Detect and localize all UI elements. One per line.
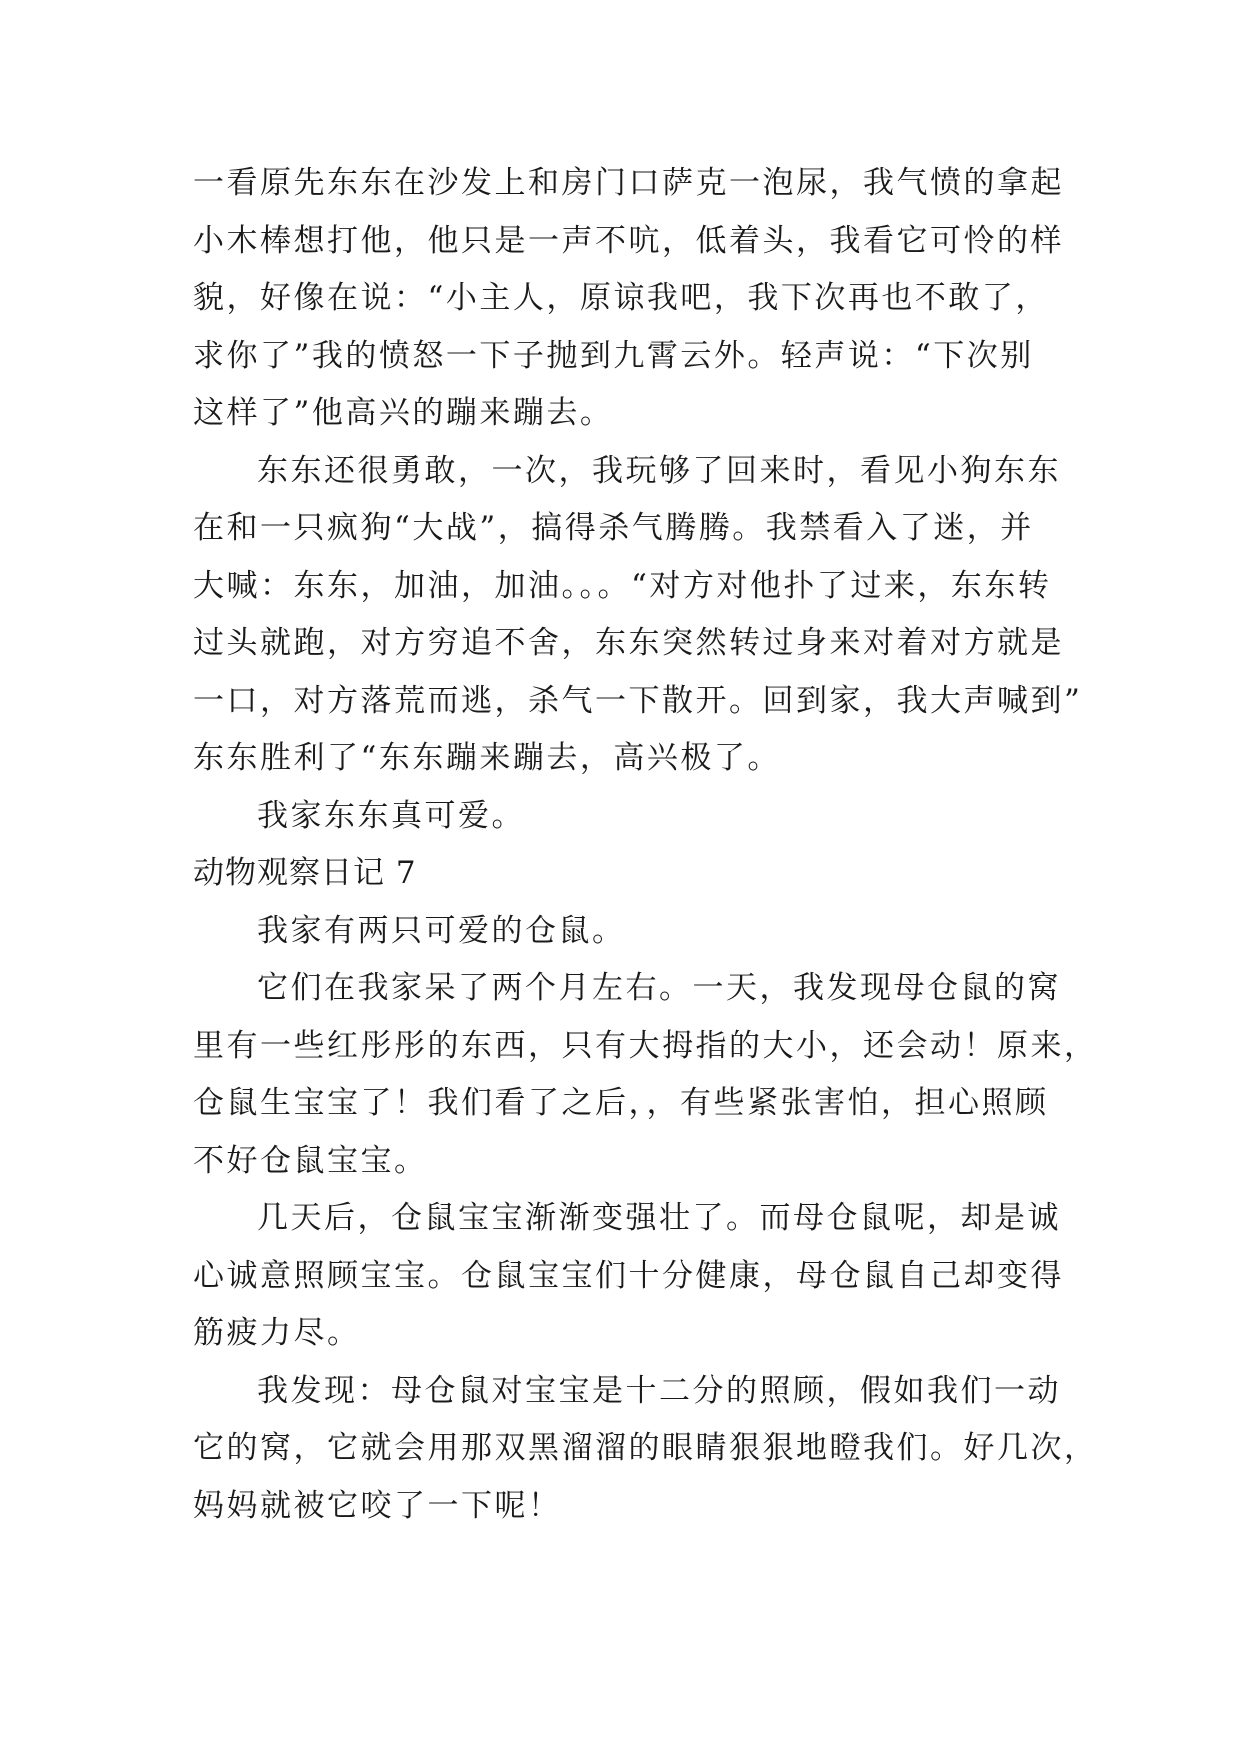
text-line: 里有一些红彤彤的东西，只有大拇指的大小，还会动！原来， <box>193 1027 1098 1064</box>
text-line: 筋疲力尽。 <box>193 1315 361 1351</box>
text-line: 一看原先东东在沙发上和房门口萨克一泡尿，我气愤的拿起 <box>193 165 1064 201</box>
text-line: 心诚意照顾宝宝。仓鼠宝宝们十分健康，母仓鼠自己却变得 <box>193 1257 1064 1294</box>
text-line: 它的窝，它就会用那双黑溜溜的眼睛狠狠地瞪我们。好几次， <box>193 1430 1098 1466</box>
text-line: 东东还很勇敢，一次，我玩够了回来时，看见小狗东东 <box>257 452 1061 489</box>
document-body <box>193 155 1098 1535</box>
text-line: 我家东东真可爱。 <box>257 797 525 834</box>
text-line: 仓鼠生宝宝了！我们看了之后，，有些紧张害怕，担心照顾 <box>193 1085 1049 1121</box>
paragraph <box>193 1363 1098 1536</box>
text-line: 我发现：母仓鼠对宝宝是十二分的照顾，假如我们一动 <box>257 1372 1061 1409</box>
text-line: 妈妈就被它咬了一下呢！ <box>193 1487 562 1524</box>
text-line: 不好仓鼠宝宝。 <box>193 1142 428 1179</box>
paragraph <box>193 960 1098 1190</box>
paragraph <box>193 903 1053 961</box>
text-line: 貌，好像在说：“小主人，原谅我吧，我下次再也不敢了， <box>193 280 1049 316</box>
text-line: 它们在我家呆了两个月左右。一天，我发现母仓鼠的窝 <box>257 970 1061 1006</box>
text-line: 几天后，仓鼠宝宝渐渐变强壮了。而母仓鼠呢，却是诚 <box>257 1200 1061 1236</box>
text-line: 在和一只疯狗“大战”，搞得杀气腾腾。我禁看入了迷，并 <box>193 510 1034 546</box>
paragraph <box>193 788 1053 846</box>
text-line: 我家有两只可爱的仓鼠。 <box>257 912 626 949</box>
paragraph <box>193 443 1083 788</box>
text-line: 这样了”他高兴的蹦来蹦去。 <box>193 395 614 431</box>
paragraph <box>193 1190 1064 1363</box>
paragraph <box>193 155 1064 443</box>
text-line: 小木棒想打他，他只是一声不吭，低着头，我看它可怜的样 <box>193 222 1064 259</box>
text-line: 东东胜利了“东东蹦来蹦去，高兴极了。 <box>193 740 781 776</box>
text-line: 求你了”我的愤怒一下子抛到九霄云外。轻声说：“下次别 <box>193 337 1034 374</box>
text-line: 大喊：东东，加油，加油。。。“对方对他扑了过来，东东转 <box>193 567 1052 604</box>
text-line: 一口，对方落荒而逃，杀气一下散开。回到家，我大声喊到” <box>193 682 1083 719</box>
section-heading: 动物观察日记 7 <box>193 855 417 891</box>
text-line: 过头就跑，对方穷追不舍，东东突然转过身来对着对方就是 <box>193 625 1064 661</box>
